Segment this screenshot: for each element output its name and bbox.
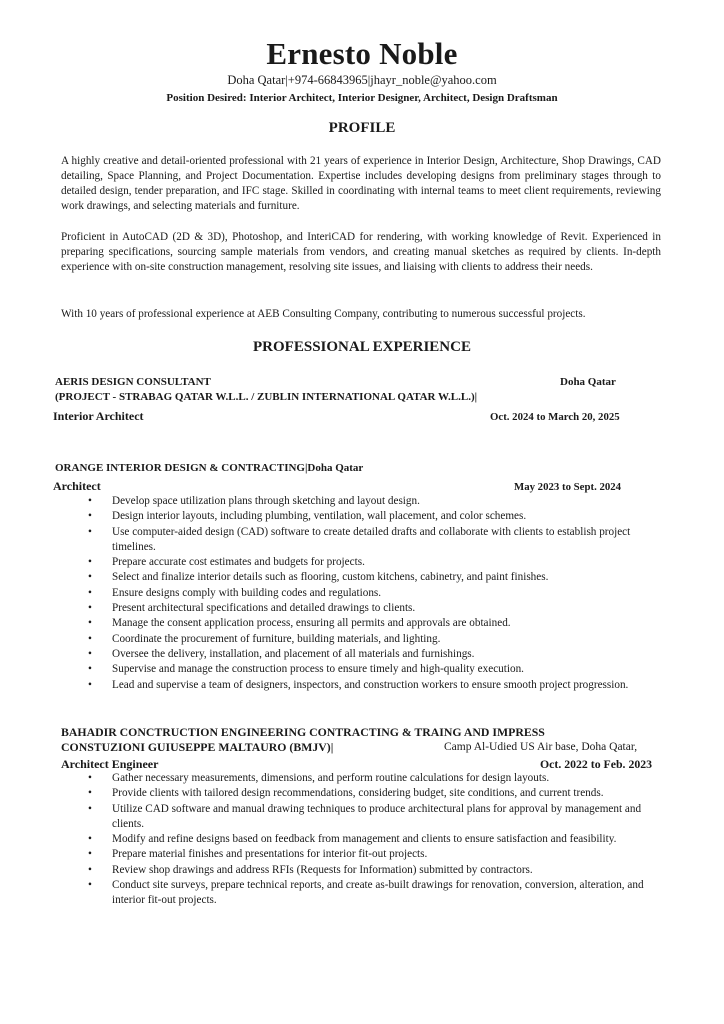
position-desired: Position Desired: Interior Architect, Interior Designer, Architect, Design Draftsman (166, 92, 558, 104)
list-item: • Review shop drawings and address RFIs (Requests for Information) submitted by contractors. (88, 863, 648, 878)
job-3-company: BAHADIR CONCTRUCTION ENGINEERING CONTRACTING & TRAING AND IMPRESS (61, 725, 545, 739)
list-item: • Gather necessary measurements, dimensions, and perform routine calculations for design layouts. (88, 771, 648, 786)
job-3-dates: Oct. 2022 to Feb. 2023 (540, 757, 653, 771)
profile-paragraph-2: Proficient in AutoCAD (2D & 3D), Photoshop, and InteriCAD for rendering, with working knowledge of Revit. Experienced in preparing specifications, sourcing sample materials from vendors, and creating manual sketches as required by clients. In-depth experience with on-site construction management, resolving site issues, and liaising with clients to address their needs. (61, 231, 661, 273)
profile-paragraph-3: With 10 years of professional experience at AEB Consulting Company, contributing to numerous successful projects. (61, 308, 586, 320)
job-2-company: ORANGE INTERIOR DESIGN & CONTRACTING|Doha Qatar (55, 462, 364, 474)
job-3-company-line-2: CONSTUZIONI GUIUSEPPE MALTAURO (BMJV)| (61, 740, 334, 754)
list-item: • Lead and supervise a team of designers, inspectors, and construction workers to ensure smooth project progression. (88, 678, 648, 693)
job-2-bullet-list (88, 494, 648, 693)
list-item: • Prepare accurate cost estimates and budgets for projects. (88, 555, 648, 570)
list-item: • Utilize CAD software and manual drawing techniques to produce architectural plans for approval by management and clients. (88, 802, 648, 833)
list-item: • Ensure designs comply with building codes and regulations. (88, 586, 648, 601)
list-item: • Present architectural specifications and detailed drawings to clients. (88, 601, 648, 616)
list-item: • Supervise and manage the construction process to ensure timely and high-quality execution. (88, 662, 648, 677)
list-item: • Conduct site surveys, prepare technical reports, and create as-built drawings for renovation, conversion, alteration, and interior fit-out projects. (88, 878, 648, 909)
list-item: • Design interior layouts, including plumbing, ventilation, wall placement, and color schemes. (88, 509, 648, 524)
list-item: • Modify and refine designs based on feedback from management and clients to ensure satisfaction and feasibility. (88, 832, 648, 847)
candidate-name: Ernesto Noble (266, 36, 458, 71)
job-1-company: AERIS DESIGN CONSULTANT (55, 376, 211, 388)
list-item: • Use computer-aided design (CAD) software to create detailed drafts and collaborate with clients to establish project timelines. (88, 525, 648, 556)
list-item: • Coordinate the procurement of furniture, building materials, and lighting. (88, 632, 648, 647)
job-3-bullet-list (88, 771, 648, 909)
contact-info: Doha Qatar|+974-66843965|jhayr_noble@yahoo.com (227, 73, 497, 87)
job-3-role: Architect Engineer (61, 757, 159, 771)
job-1-location: Doha Qatar (560, 376, 616, 388)
profile-paragraph-1: A highly creative and detail-oriented professional with 21 years of experience in Interior Design, Architecture, Shop Drawings, CAD detailing, Space Planning, and Project Documentation. Expertise includes developing designs from preliminary stages through to detailed design, tender preparation, and IFC stage. Skilled in coordinating with internal teams to meet client requirements, reviewing work drawings, and selecting materials and furniture. (61, 155, 661, 212)
list-item: • Select and finalize interior details such as flooring, custom kitchens, cabinetry, and paint finishes. (88, 570, 648, 585)
experience-heading: PROFESSIONAL EXPERIENCE (253, 339, 471, 355)
list-item: • Oversee the delivery, installation, and placement of all materials and furnishings. (88, 647, 648, 662)
job-1-project: (PROJECT - STRABAG QATAR W.L.L. / ZUBLIN INTERNATIONAL QATAR W.L.L.)| (55, 391, 478, 403)
list-item: • Prepare material finishes and presentations for interior fit-out projects. (88, 847, 648, 862)
list-item: • Manage the consent application process, ensuring all permits and approvals are obtained. (88, 616, 648, 631)
job-3-location: Camp Al-Udied US Air base, Doha Qatar, (444, 741, 638, 753)
list-item: • Develop space utilization plans through sketching and layout design. (88, 494, 648, 509)
profile-heading: PROFILE (328, 120, 396, 136)
job-2-dates: May 2023 to Sept. 2024 (514, 481, 622, 493)
job-2-role: Architect (53, 479, 101, 493)
list-item: • Provide clients with tailored design recommendations, considering budget, site conditions, and current trends. (88, 786, 648, 801)
job-1-role: Interior Architect (53, 409, 144, 423)
job-1-dates: Oct. 2024 to March 20, 2025 (490, 411, 620, 423)
